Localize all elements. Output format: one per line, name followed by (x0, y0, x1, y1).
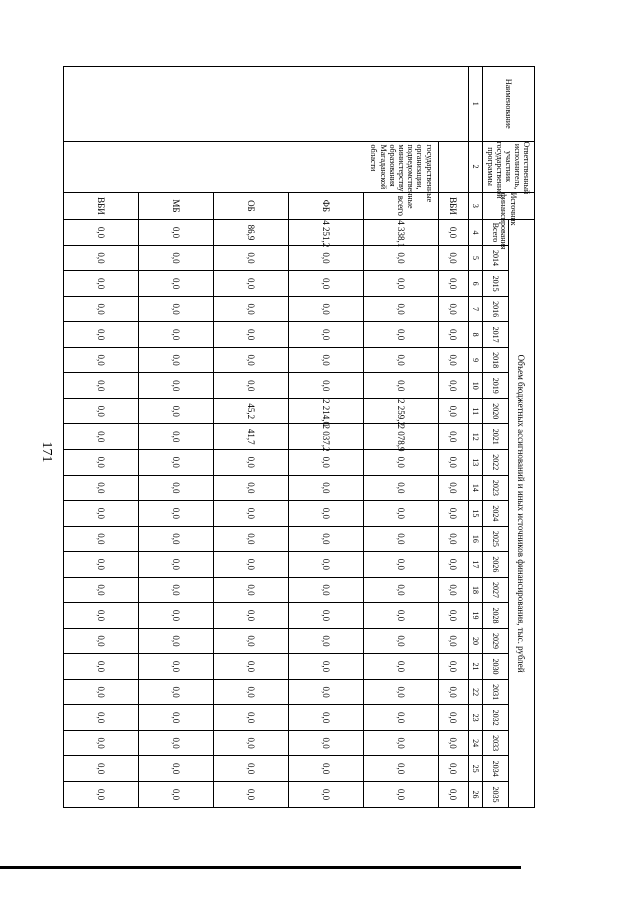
value-cell: 0,0 (213, 322, 288, 348)
header-year: 2026 (483, 552, 509, 578)
value-cell: 0,0 (363, 296, 438, 322)
header-source: Источник финансирования (483, 192, 535, 220)
column-number: 1 (469, 67, 483, 142)
value-cell: 0,0 (288, 730, 363, 756)
value-cell: 0,0 (288, 603, 363, 629)
value-cell: 0,0 (213, 730, 288, 756)
value-cell: 0,0 (138, 347, 213, 373)
header-year: 2028 (483, 603, 509, 629)
value-cell: 0,0 (438, 450, 468, 476)
source-cell: всего (363, 192, 438, 220)
value-cell: 0,0 (288, 781, 363, 807)
value-cell: 0,0 (213, 628, 288, 654)
financing-table (63, 66, 535, 808)
value-cell: 0,0 (363, 501, 438, 527)
header-year: 2019 (483, 373, 509, 399)
header-year: 2030 (483, 654, 509, 680)
value-cell: 0,0 (64, 628, 139, 654)
column-number: 10 (469, 373, 483, 399)
value-cell: 0,0 (288, 347, 363, 373)
column-number: 25 (469, 756, 483, 782)
value-cell: 0,0 (288, 373, 363, 399)
value-cell: 0,0 (64, 373, 139, 399)
source-cell: ВБИ (438, 192, 468, 220)
value-cell: 0,0 (438, 603, 468, 629)
value-cell: 0,0 (438, 398, 468, 424)
value-cell: 0,0 (288, 654, 363, 680)
column-number: 7 (469, 296, 483, 322)
header-year: 2035 (483, 781, 509, 807)
value-cell: 0,0 (438, 730, 468, 756)
column-number: 2 (469, 141, 483, 192)
column-number: 24 (469, 730, 483, 756)
total-cell: 0,0 (438, 220, 468, 246)
value-cell: 0,0 (138, 705, 213, 731)
value-cell: 0,0 (138, 373, 213, 399)
value-cell: 0,0 (64, 654, 139, 680)
total-cell: 86,9 (213, 220, 288, 246)
value-cell: 0,0 (213, 705, 288, 731)
value-cell: 0,0 (288, 679, 363, 705)
value-cell: 0,0 (438, 347, 468, 373)
value-cell: 0,0 (288, 271, 363, 297)
column-number: 8 (469, 322, 483, 348)
column-number: 4 (469, 220, 483, 246)
value-cell: 0,0 (288, 705, 363, 731)
value-cell: 0,0 (288, 245, 363, 271)
value-cell: 0,0 (213, 296, 288, 322)
value-cell: 0,0 (438, 679, 468, 705)
value-cell: 0,0 (64, 398, 139, 424)
value-cell: 0,0 (138, 322, 213, 348)
header-year: 2025 (483, 526, 509, 552)
value-cell: 0,0 (138, 756, 213, 782)
value-cell: 0,0 (363, 475, 438, 501)
value-cell: 0,0 (363, 347, 438, 373)
value-cell: 0,0 (64, 552, 139, 578)
value-cell: 0,0 (363, 628, 438, 654)
value-cell: 0,0 (363, 654, 438, 680)
value-cell: 0,0 (438, 628, 468, 654)
value-cell: 0,0 (288, 756, 363, 782)
source-cell: ВБИ (64, 192, 139, 220)
value-cell: 0,0 (438, 424, 468, 450)
value-cell: 0,0 (438, 552, 468, 578)
value-cell: 0,0 (64, 271, 139, 297)
value-cell: 0,0 (64, 475, 139, 501)
value-cell: 0,0 (363, 577, 438, 603)
column-number: 11 (469, 398, 483, 424)
value-cell: 0,0 (213, 271, 288, 297)
value-cell: 0,0 (64, 322, 139, 348)
value-cell: 0,0 (213, 679, 288, 705)
page-number: 171 (39, 441, 54, 463)
table-frame (63, 66, 535, 808)
value-cell: 0,0 (438, 577, 468, 603)
column-number: 17 (469, 552, 483, 578)
value-cell: 0,0 (213, 245, 288, 271)
value-cell: 0,0 (213, 526, 288, 552)
column-number: 12 (469, 424, 483, 450)
value-cell: 0,0 (138, 296, 213, 322)
header-responsible: Ответственный исполнитель, участник государственной программы (483, 141, 535, 192)
value-cell: 0,0 (138, 552, 213, 578)
value-cell: 0,0 (438, 705, 468, 731)
header-year: 2027 (483, 577, 509, 603)
value-cell: 41,7 (213, 424, 288, 450)
value-cell: 0,0 (138, 398, 213, 424)
header-year: 2014 (483, 245, 509, 271)
value-cell: 2 259,2 (363, 398, 438, 424)
column-number: 21 (469, 654, 483, 680)
value-cell: 0,0 (363, 552, 438, 578)
value-cell: 0,0 (138, 450, 213, 476)
total-cell: 0,0 (138, 220, 213, 246)
column-number: 6 (469, 271, 483, 297)
value-cell: 0,0 (213, 373, 288, 399)
value-cell: 0,0 (288, 526, 363, 552)
value-cell: 2 214,0 (288, 398, 363, 424)
value-cell: 0,0 (363, 705, 438, 731)
value-cell: 0,0 (438, 501, 468, 527)
source-cell: ФБ (288, 192, 363, 220)
value-cell: 0,0 (138, 577, 213, 603)
value-cell: 0,0 (213, 577, 288, 603)
value-cell: 0,0 (288, 475, 363, 501)
value-cell: 0,0 (438, 526, 468, 552)
header-year: 2031 (483, 679, 509, 705)
value-cell: 0,0 (363, 245, 438, 271)
value-cell: 0,0 (138, 628, 213, 654)
value-cell: 0,0 (213, 501, 288, 527)
column-number: 9 (469, 347, 483, 373)
value-cell: 0,0 (138, 501, 213, 527)
value-cell: 0,0 (438, 271, 468, 297)
value-cell: 0,0 (64, 705, 139, 731)
value-cell: 0,0 (288, 628, 363, 654)
value-cell: 0,0 (363, 450, 438, 476)
header-total: Всего (483, 220, 509, 246)
column-number: 5 (469, 245, 483, 271)
value-cell: 0,0 (363, 730, 438, 756)
value-cell: 0,0 (288, 296, 363, 322)
header-year: 2034 (483, 756, 509, 782)
value-cell: 0,0 (288, 322, 363, 348)
value-cell: 0,0 (64, 756, 139, 782)
column-number: 3 (469, 192, 483, 220)
column-number: 14 (469, 475, 483, 501)
value-cell: 0,0 (438, 296, 468, 322)
value-cell: 0,0 (438, 245, 468, 271)
value-cell: 0,0 (363, 322, 438, 348)
value-cell: 0,0 (138, 654, 213, 680)
value-cell: 0,0 (64, 577, 139, 603)
value-cell: 0,0 (64, 296, 139, 322)
name-cell (64, 67, 469, 142)
value-cell: 0,0 (64, 245, 139, 271)
value-cell: 0,0 (213, 347, 288, 373)
responsible-cell: государственные организации, подведомственные министерству образования Магаданской области (64, 141, 439, 192)
value-cell: 0,0 (288, 552, 363, 578)
value-cell: 0,0 (363, 756, 438, 782)
value-cell: 0,0 (363, 373, 438, 399)
header-year: 2029 (483, 628, 509, 654)
header-name: Наименование (483, 67, 535, 142)
rotated-table-container (63, 66, 535, 808)
total-cell: 4 251,2 (288, 220, 363, 246)
column-number: 23 (469, 705, 483, 731)
value-cell: 0,0 (138, 679, 213, 705)
page-bottom-rule (0, 866, 521, 869)
header-year: 2023 (483, 475, 509, 501)
value-cell: 0,0 (213, 450, 288, 476)
column-number: 13 (469, 450, 483, 476)
value-cell: 0,0 (288, 450, 363, 476)
column-number: 16 (469, 526, 483, 552)
column-number: 22 (469, 679, 483, 705)
value-cell: 0,0 (213, 781, 288, 807)
value-cell: 0,0 (438, 756, 468, 782)
column-number: 26 (469, 781, 483, 807)
value-cell: 0,0 (64, 679, 139, 705)
value-cell: 0,0 (64, 347, 139, 373)
header-year: 2033 (483, 730, 509, 756)
column-number: 19 (469, 603, 483, 629)
value-cell: 0,0 (213, 756, 288, 782)
value-cell: 0,0 (363, 271, 438, 297)
header-financing-volume: Объем бюджетных ассигнований и иных источников финансирования, тыс. рублей (509, 220, 535, 808)
value-cell: 0,0 (64, 424, 139, 450)
value-cell: 0,0 (213, 552, 288, 578)
value-cell: 0,0 (438, 373, 468, 399)
source-cell: ОБ (213, 192, 288, 220)
value-cell: 0,0 (138, 603, 213, 629)
value-cell: 0,0 (138, 245, 213, 271)
header-year: 2021 (483, 424, 509, 450)
value-cell: 0,0 (288, 501, 363, 527)
header-year: 2017 (483, 322, 509, 348)
value-cell: 0,0 (438, 654, 468, 680)
total-cell: 4 338,1 (363, 220, 438, 246)
value-cell: 0,0 (138, 781, 213, 807)
value-cell: 0,0 (64, 781, 139, 807)
header-year: 2020 (483, 398, 509, 424)
responsible-cell-empty (438, 141, 468, 192)
table-row (363, 67, 438, 808)
header-year: 2022 (483, 450, 509, 476)
value-cell: 0,0 (64, 526, 139, 552)
value-cell: 0,0 (213, 654, 288, 680)
value-cell: 0,0 (64, 450, 139, 476)
value-cell: 2 078,9 (363, 424, 438, 450)
value-cell: 0,0 (64, 603, 139, 629)
value-cell: 0,0 (288, 577, 363, 603)
value-cell: 0,0 (363, 526, 438, 552)
value-cell: 0,0 (138, 730, 213, 756)
value-cell: 0,0 (363, 603, 438, 629)
value-cell: 0,0 (64, 730, 139, 756)
column-number: 18 (469, 577, 483, 603)
value-cell: 0,0 (438, 781, 468, 807)
value-cell: 0,0 (64, 501, 139, 527)
header-year: 2016 (483, 296, 509, 322)
value-cell: 0,0 (138, 475, 213, 501)
header-year: 2018 (483, 347, 509, 373)
source-cell: МБ (138, 192, 213, 220)
header-year: 2015 (483, 271, 509, 297)
header-year: 2024 (483, 501, 509, 527)
value-cell: 0,0 (213, 603, 288, 629)
value-cell: 0,0 (438, 322, 468, 348)
value-cell: 0,0 (138, 526, 213, 552)
header-year: 2032 (483, 705, 509, 731)
value-cell: 0,0 (138, 271, 213, 297)
table-row (438, 67, 468, 808)
value-cell: 0,0 (438, 475, 468, 501)
value-cell: 0,0 (363, 679, 438, 705)
value-cell: 45,2 (213, 398, 288, 424)
value-cell: 0,0 (363, 781, 438, 807)
column-number: 15 (469, 501, 483, 527)
column-number: 20 (469, 628, 483, 654)
value-cell: 0,0 (213, 475, 288, 501)
value-cell: 2 037,2 (288, 424, 363, 450)
total-cell: 0,0 (64, 220, 139, 246)
value-cell: 0,0 (138, 424, 213, 450)
